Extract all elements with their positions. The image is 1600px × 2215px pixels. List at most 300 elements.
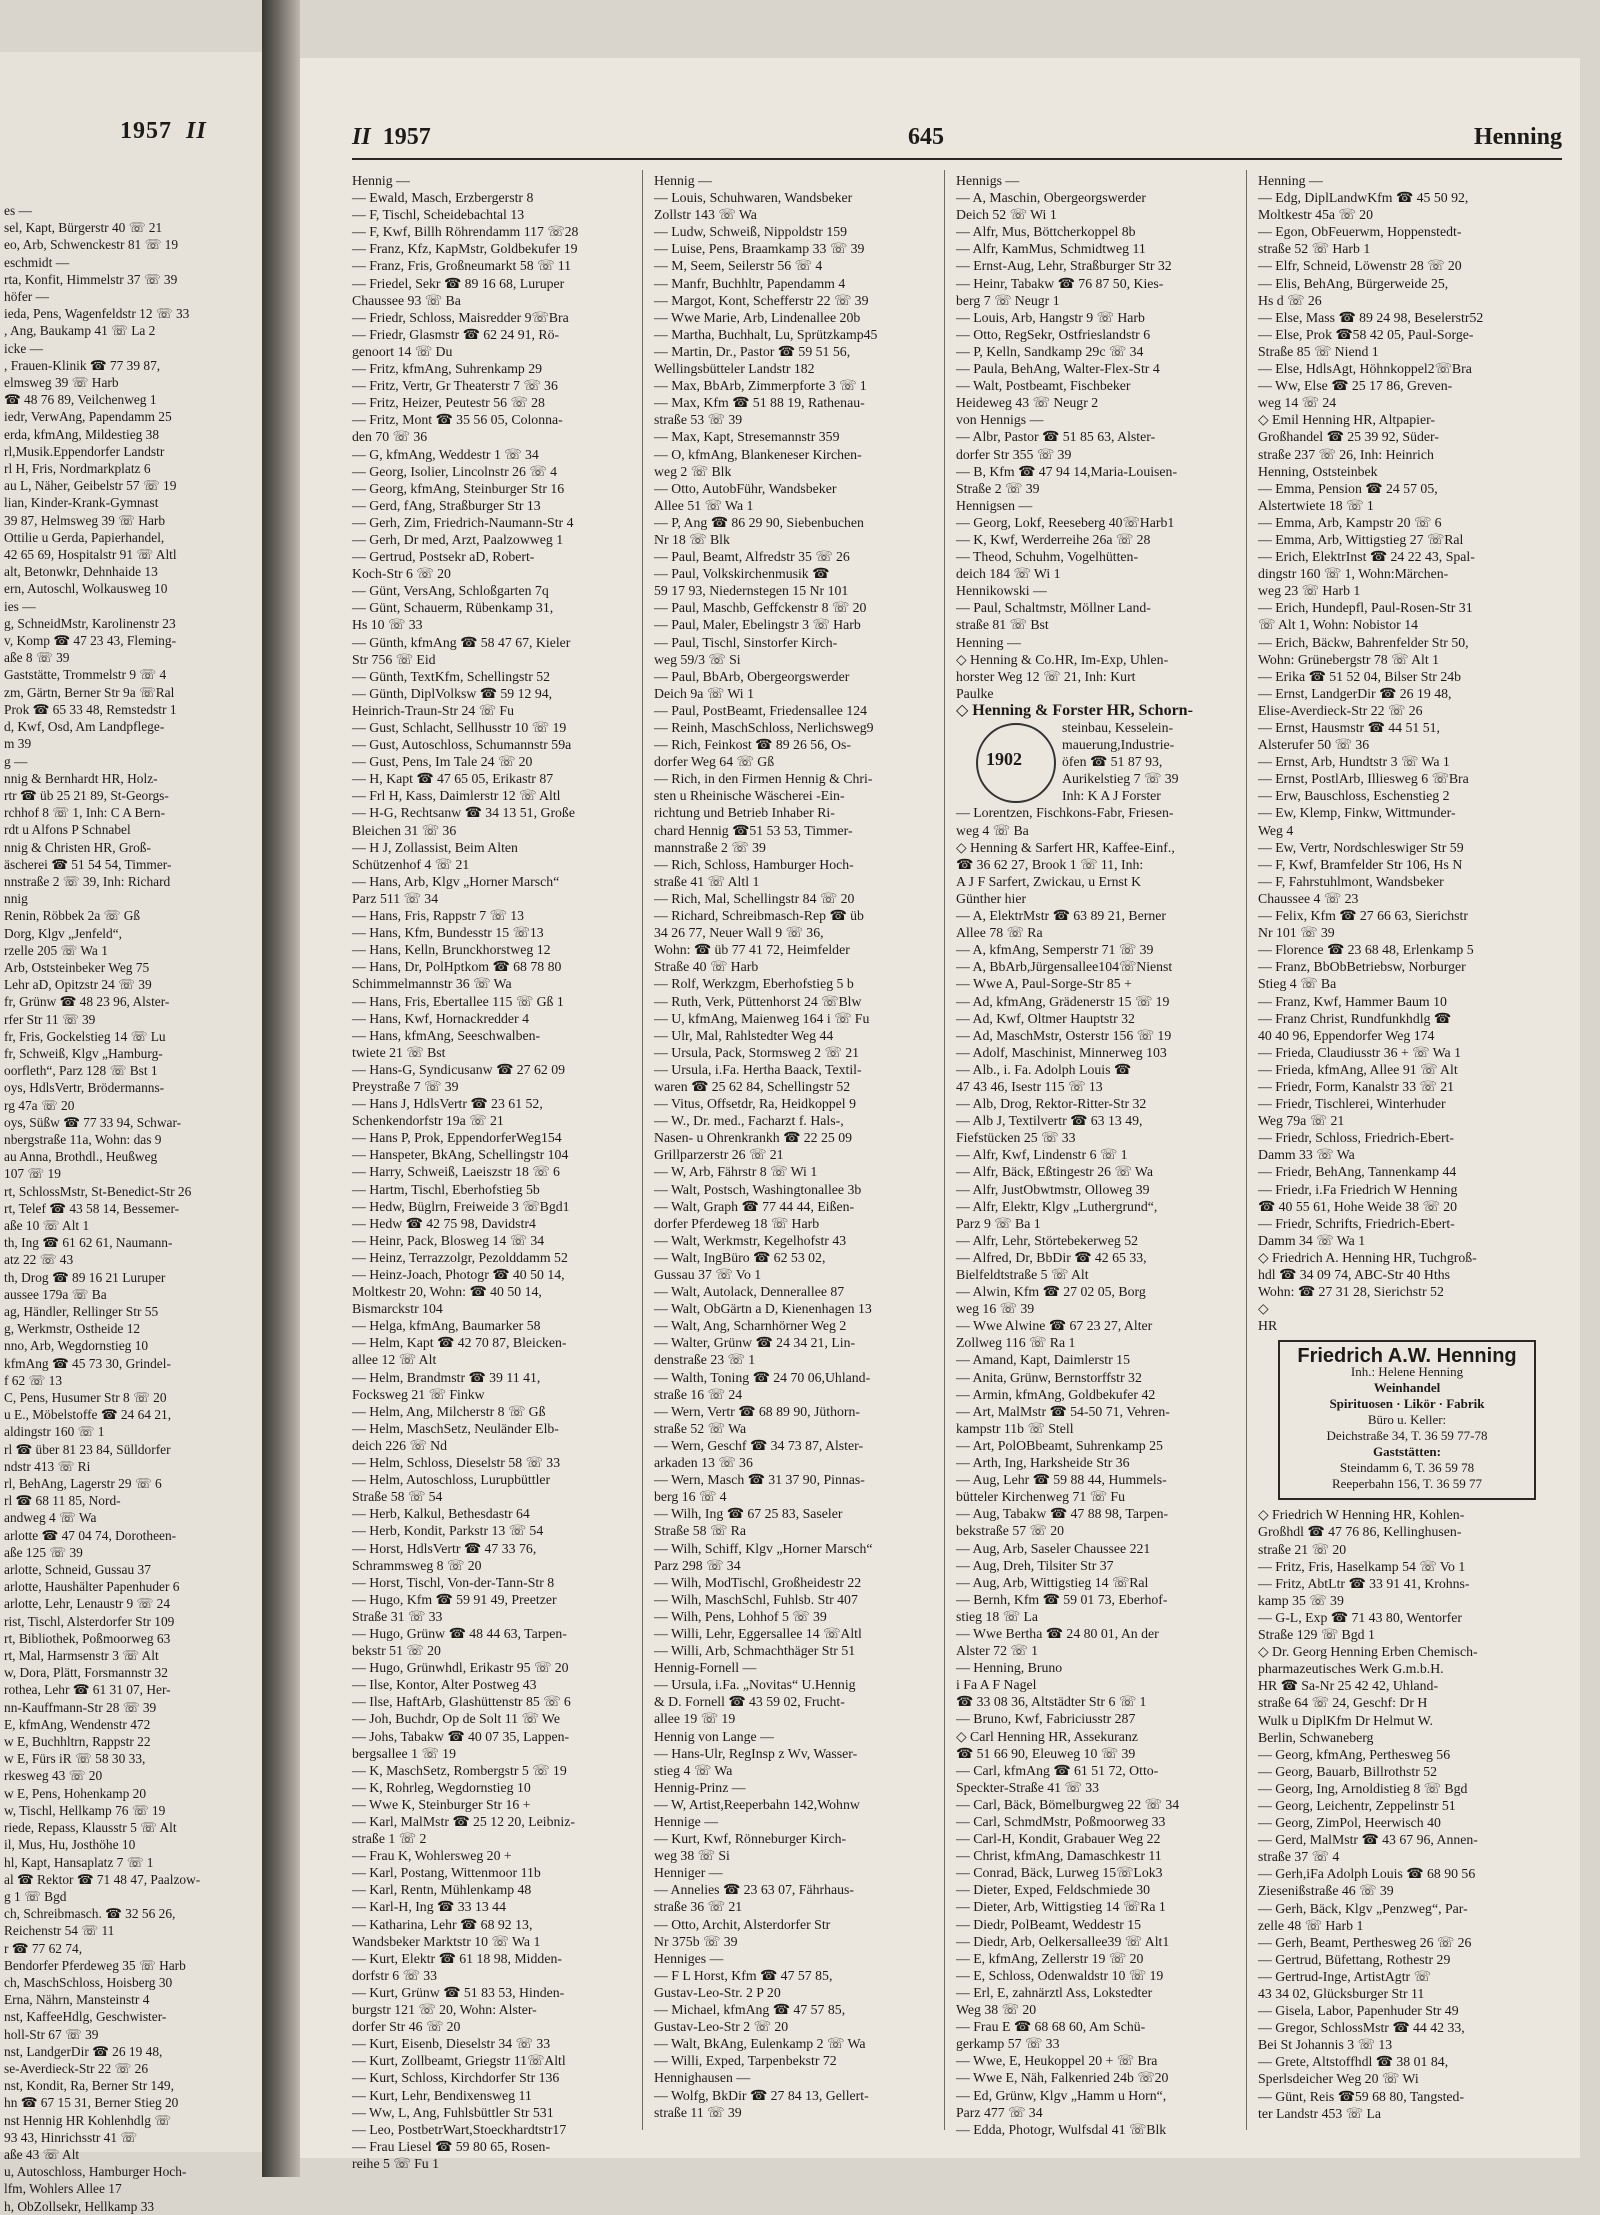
directory-entry-line: weg 59/3 ☏ Si — [654, 651, 741, 667]
directory-entry-line: rzelle 205 ☏ Wa 1 — [4, 942, 108, 958]
directory-entry-line: ☎ 33 08 36, Altstädter Str 6 ☏ 1 — [956, 1694, 1147, 1710]
directory-entry-line: — Fritz, Vertr, Gr Theaterstr 7 ☏ 36 — [352, 378, 558, 394]
directory-entry-line: ter Landstr 453 ☏ La — [1258, 2105, 1381, 2121]
directory-entry-line: — Günth, DiplVolksw ☎ 59 12 94, — [352, 685, 553, 701]
directory-entry-line: weg 23 ☏ Harb 1 — [1258, 583, 1361, 599]
directory-entry-line: — Alb., i. Fa. Adolph Louis ☎ — [956, 1061, 1132, 1077]
directory-entry-line: — Annelies ☎ 23 63 07, Fährhaus- — [654, 1882, 854, 1898]
directory-entry-line: — F L Horst, Kfm ☎ 47 57 85, — [654, 1967, 833, 1983]
directory-entry-line: r ☎ 77 62 74, — [4, 1940, 83, 1956]
directory-entry-line: — Walt, Postsch, Washingtonallee 3b — [654, 1181, 862, 1197]
directory-entry-line: Schrammsweg 8 ☏ 20 — [352, 1557, 482, 1573]
directory-entry-line: — Friedr, i.Fa Friedrich W Henning — [1258, 1181, 1458, 1197]
directory-entry-line: — Günt, Schauerm, Rübenkamp 31, — [352, 600, 554, 616]
directory-entry-line: straße 21 ☏ 20 — [1258, 1541, 1347, 1557]
directory-entry-line: Deich 52 ☏ Wi 1 — [956, 207, 1057, 223]
directory-entry-line: Zollstr 143 ☏ Wa — [654, 207, 757, 223]
directory-entry-line: Parz 511 ☏ 34 — [352, 890, 439, 906]
directory-entry-line: hl, Kapt, Hansaplatz 7 ☏ 1 — [4, 1854, 154, 1870]
directory-entry-line: dingstr 160 ☏ 1, Wohn:Märchen- — [1258, 566, 1449, 582]
directory-entry-line: — Walth, Toning ☎ 24 70 06,Uhland- — [654, 1369, 871, 1385]
directory-entry-line: waren ☎ 25 62 84, Schellingstr 52 — [654, 1078, 851, 1094]
directory-entry-line: il, Mus, Hu, Josthöhe 10 — [4, 1837, 136, 1853]
page-number: 645 — [908, 124, 944, 150]
directory-entry-line: höfer — — [4, 289, 49, 305]
directory-entry-line: — Horst, HdlsVertr ☎ 47 33 76, — [352, 1540, 537, 1556]
directory-entry-line: zelle 48 ☏ Harb 1 — [1258, 1917, 1364, 1933]
directory-entry-line: rothea, Lehr ☎ 61 31 07, Her- — [4, 1682, 171, 1698]
directory-entry-line: dorfer Str 355 ☏ 39 — [956, 446, 1072, 462]
directory-entry-line: — Leo, PostbetrWart,Stoeckhardtstr17 — [352, 2121, 567, 2137]
directory-entry-line: Weg 38 ☏ 20 — [956, 2002, 1037, 2018]
directory-entry-line: Moltkestr 45a ☏ 20 — [1258, 207, 1373, 223]
directory-entry-line: rkesweg 43 ☏ 20 — [4, 1768, 103, 1784]
directory-entry-line: Straße 129 ☏ Bgd 1 — [1258, 1627, 1375, 1643]
directory-entry-line: — Martha, Buchhalt, Lu, Sprützkamp45 — [654, 326, 878, 342]
directory-entry-line: Wohn: ☎ üb 77 41 72, Heimfelder — [654, 942, 850, 958]
directory-entry-line: oys, HdlsVertr, Brödermanns- — [4, 1080, 165, 1096]
directory-entry-line: rfer Str 11 ☏ 39 — [4, 1011, 96, 1027]
directory-entry-line: — Carl, kfmAng ☎ 61 51 72, Otto- — [956, 1762, 1159, 1778]
directory-entry-line: — Adolf, Maschinist, Minnerweg 103 — [956, 1044, 1167, 1060]
directory-entry-line: — Ernst-Aug, Lehr, Straßburger Str 32 — [956, 258, 1172, 274]
directory-entry-line: — Albr, Pastor ☎ 51 85 63, Alster- — [956, 429, 1156, 445]
directory-entry-line: — Walter, Grünw ☎ 24 34 21, Lin- — [654, 1335, 856, 1351]
directory-entry-line: weg 4 ☏ Ba — [956, 822, 1029, 838]
directory-entry-line: rt, Bibliothek, Poßmoorweg 63 — [4, 1630, 171, 1646]
directory-entry-line: — Wwe A, Paul-Sorge-Str 85 + — [956, 976, 1132, 992]
directory-entry-line: v, Komp ☎ 47 23 43, Fleming- — [4, 633, 177, 649]
directory-entry-line: — Frau Liesel ☎ 59 80 65, Rosen- — [352, 2138, 551, 2154]
directory-entry-line: — Helm, MaschSetz, Neuländer Elb- — [352, 1420, 559, 1436]
left-page-roman: II — [186, 118, 207, 144]
directory-entry-line: — Erich, Bäckw, Bahrenfelder Str 50, — [1258, 634, 1469, 650]
directory-column-1 — [352, 172, 642, 2171]
directory-entry-line: Parz 298 ☏ 34 — [654, 1557, 741, 1573]
directory-entry-line: — Frau K, Wohlersweg 20 + — [352, 1848, 512, 1864]
directory-entry-line: Wulk u DiplKfm Dr Helmut W. — [1258, 1712, 1433, 1728]
directory-entry-line: , Ang, Baukamp 41 ☏ La 2 — [4, 323, 156, 339]
directory-entry-line: — Frl H, Kass, Daimlerstr 12 ☏ Altl — [352, 788, 561, 804]
directory-entry-line: straße 52 ☏ Wa — [654, 1420, 747, 1436]
directory-entry-line: bekstr 51 ☏ 20 — [352, 1643, 441, 1659]
directory-entry-line: — Wwe K, Steinburger Str 16 + — [352, 1796, 531, 1812]
directory-entry-line: Damm 34 ☏ Wa 1 — [1258, 1232, 1366, 1248]
directory-entry-line: nst Hennig HR Kohlenhdlg ☏ — [4, 2112, 172, 2128]
directory-entry-line: — Walt, BkAng, Eulenkamp 2 ☏ Wa — [654, 2036, 866, 2052]
directory-entry-line: Gustav-Leo-Str. 2 P 20 — [654, 1984, 781, 2000]
directory-entry-line: — Helm, Kapt ☎ 42 70 87, Bleicken- — [352, 1335, 567, 1351]
directory-entry-line: chard Hennig ☎51 53 53, Timmer- — [654, 822, 853, 838]
directory-entry-line: berg 16 ☏ 4 — [654, 1489, 727, 1505]
directory-entry-line: Bei St Johannis 3 ☏ 13 — [1258, 2037, 1393, 2053]
directory-entry-line: rt, Mal, Harmsenstr 3 ☏ Alt — [4, 1648, 159, 1664]
directory-entry-line: — Erl, E, zahnärztl Ass, Lokstedter — [956, 1984, 1153, 2000]
directory-entry-line: Henning — — [956, 634, 1021, 650]
directory-entry-line: arlotte, Lehr, Lenaustr 9 ☏ 24 — [4, 1596, 171, 1612]
directory-entry-line: — Helm, Ang, Milcherstr 8 ☏ Gß — [352, 1403, 546, 1419]
directory-entry-line: stieg 4 ☏ Wa — [654, 1762, 733, 1778]
directory-entry-line: — Herb, Kalkul, Bethesdastr 64 — [352, 1506, 530, 1522]
directory-entry-line: straße 237 ☏ 26, Inh: Heinrich — [1258, 446, 1434, 462]
directory-entry-line: Preystraße 7 ☏ 39 — [352, 1078, 459, 1094]
directory-entry-line: — Wern, Geschf ☎ 34 73 87, Alster- — [654, 1437, 864, 1453]
directory-entry-line: Arb, Oststeinbeker Weg 75 — [4, 959, 150, 975]
directory-entry-line: — Paul, Maschb, Geffckenstr 8 ☏ 20 — [654, 600, 867, 616]
ad-shop-2: Reeperbahn 156, T. 36 59 77 — [1331, 1476, 1483, 1492]
directory-entry-line: straße 16 ☏ 24 — [654, 1386, 743, 1402]
directory-entry-line: — Georg, kfmAng, Steinburger Str 16 — [352, 480, 565, 496]
directory-entry-line: aße 8 ☏ 39 — [4, 650, 70, 666]
directory-entry-line: 34 26 77, Neuer Wall 9 ☏ 36, — [654, 925, 824, 941]
directory-entry-line: — Friedr, Schloss, Friedrich-Ebert- — [1258, 1130, 1455, 1146]
directory-entry-line: — Kurt, Lehr, Bendixensweg 11 — [352, 2087, 532, 2103]
directory-entry-line: & D. Fornell ☎ 43 59 02, Frucht- — [654, 1694, 845, 1710]
directory-entry-line: — Katharina, Lehr ☎ 68 92 13, — [352, 1916, 533, 1932]
directory-entry-line: Stieg 4 ☏ Ba — [1258, 976, 1337, 992]
directory-entry-line: — Louis, Arb, Hangstr 9 ☏ Harb — [956, 309, 1145, 325]
directory-entry-line: — Amand, Kapt, Daimlerstr 15 — [956, 1352, 1130, 1368]
directory-entry-line: arlotte, Haushälter Papenhuder 6 — [4, 1579, 180, 1595]
directory-entry-line: — Wilh, ModTischl, Großheidestr 22 — [654, 1574, 862, 1590]
directory-entry-line: — Rolf, Werkzgm, Eberhofstieg 5 b — [654, 976, 854, 992]
directory-entry-line: 43 34 02, Glücksburger Str 11 — [1258, 1986, 1425, 2001]
directory-entry-line: Heinrich-Traun-Str 24 ☏ Fu — [352, 702, 514, 718]
directory-entry-line: — Martin, Dr., Pastor ☎ 59 51 56, — [654, 343, 851, 359]
directory-entry-line: — H, Kapt ☎ 47 65 05, Erikastr 87 — [352, 771, 554, 787]
directory-entry-line: — Hedw ☎ 42 75 98, Davidstr4 — [352, 1215, 536, 1231]
directory-entry-line: — M, Seem, Seilerstr 56 ☏ 4 — [654, 258, 823, 274]
directory-entry-line: C, Pens, Husumer Str 8 ☏ 20 — [4, 1390, 167, 1406]
directory-entry-line: Schützenhof 4 ☏ 21 — [352, 856, 470, 872]
directory-entry-line: — A, Maschin, Obergeorgswerder — [956, 190, 1146, 206]
right-page — [300, 58, 1580, 2171]
directory-entry-line: — Wern, Vertr ☎ 68 89 90, Jüthorn- — [654, 1403, 861, 1419]
directory-entry-line: m 39 — [4, 736, 32, 752]
directory-entry-line: — Hans, Dr, PolHptkom ☎ 68 78 80 — [352, 959, 562, 975]
directory-entry-line: — Conrad, Bäck, Lurweg 15☏Lok3 — [956, 1865, 1163, 1881]
directory-entry-line: — Wwe Bertha ☎ 24 80 01, An der — [956, 1625, 1159, 1641]
column-divider — [1246, 170, 1247, 2130]
directory-entry-line: — Georg, Lokf, Reeseberg 40☏Harb1 — [956, 514, 1175, 530]
directory-entry-line: — Friedr, Tischlerei, Winterhuder — [1258, 1096, 1446, 1112]
directory-entry-line: Hennig — — [654, 173, 712, 188]
directory-entry-line: — Helga, kfmAng, Baumarker 58 — [352, 1318, 541, 1334]
directory-entry-line: — A, ElektrMstr ☎ 63 89 21, Berner — [956, 908, 1166, 924]
directory-entry-line: straße 64 ☏ 24, Geschf: Dr H — [1258, 1695, 1428, 1711]
directory-entry-line: — Carl, Bäck, Bömelburgweg 22 ☏ 34 — [956, 1796, 1180, 1812]
directory-entry-line: Dorg, Klgv „Jenfeld“, — [4, 925, 123, 941]
directory-entry-line: Focksweg 21 ☏ Finkw — [352, 1386, 485, 1402]
directory-entry-line: reihe 5 ☏ Fu 1 — [352, 2155, 439, 2171]
ad-title: Friedrich A.W. Henning — [1297, 1345, 1517, 1368]
directory-entry-line: öfen ☎ 51 87 93, — [1062, 754, 1163, 770]
directory-entry-line: — Willi, Exped, Tarpenbekstr 72 — [654, 2053, 837, 2069]
directory-entry-line: — Christ, kfmAng, Damaschkestr 11 — [956, 1848, 1162, 1864]
directory-entry-line: — Alfr, Mus, Böttcherkoppel 8b — [956, 224, 1136, 240]
directory-entry-line: Gustav-Leo-Str 2 ☏ 20 — [654, 2019, 789, 2035]
directory-entry-line: fr, Grünw ☎ 48 23 96, Alster- — [4, 994, 170, 1010]
directory-entry-line: ☎ 51 66 90, Eleuweg 10 ☏ 39 — [956, 1745, 1136, 1761]
directory-entry-line: — Walt, Ang, Scharnhörner Weg 2 — [654, 1318, 847, 1334]
directory-entry-line: — Alwin, Kfm ☎ 27 02 05, Borg — [956, 1284, 1146, 1300]
directory-entry-line: fr, Schweiß, Klgv „Hamburg- — [4, 1045, 163, 1061]
directory-entry-line: — Paul, BbArb, Obergeorgswerder — [654, 668, 850, 684]
ad-business-2: Spirituosen · Likör · Fabrik — [1329, 1396, 1485, 1412]
directory-entry-line: — Paul, Volkskirchenmusik ☎ — [654, 566, 830, 582]
directory-entry-line: — Helm, Brandmstr ☎ 39 11 41, — [352, 1369, 541, 1385]
directory-entry-line: Weg 79a ☏ 21 — [1258, 1113, 1345, 1129]
directory-entry-line: — Karl, Rentn, Mühlenkamp 48 — [352, 1882, 532, 1898]
directory-entry-line: — Otto, Archit, Alsterdorfer Str — [654, 1916, 831, 1932]
directory-entry-line: — Hugo, Kfm ☎ 59 91 49, Preetzer — [352, 1591, 557, 1607]
directory-entry-line: gerkamp 57 ☏ 33 — [956, 2036, 1060, 2052]
directory-entry-line: deich 184 ☏ Wi 1 — [956, 566, 1061, 582]
directory-entry-line: mannstraße 2 ☏ 39 — [654, 839, 766, 855]
directory-entry-line: — Aug, Arb, Wittigstieg 14 ☏Ral — [956, 1574, 1149, 1590]
directory-entry-line: Chaussee 4 ☏ 23 — [1258, 890, 1359, 906]
directory-entry-line: — Erika ☎ 51 52 04, Bilser Str 24b — [1258, 668, 1462, 684]
directory-entry-line: nnig & Christen HR, Groß- — [4, 839, 151, 855]
directory-entry-line: — Ilse, Kontor, Alter Postweg 43 — [352, 1677, 537, 1693]
directory-entry-line: Sperlsdeicher Weg 20 ☏ Wi — [1258, 2071, 1419, 2087]
directory-entry-line: 39 87, Helmsweg 39 ☏ Harb — [4, 512, 166, 528]
ad-office-label: Büro u. Keller: — [1367, 1412, 1447, 1428]
directory-entry-line: Hennig — — [352, 173, 410, 188]
directory-entry-line: — Dieter, Arb, Wittigstieg 14 ☏Ra 1 — [956, 1899, 1166, 1915]
directory-entry-line: — P, Kelln, Sandkamp 29c ☏ 34 — [956, 343, 1144, 359]
directory-entry-line: — Paul, Schaltmstr, Möllner Land- — [956, 600, 1151, 616]
directory-entry-line: — Alb J, Textilvertr ☎ 63 13 49, — [956, 1113, 1143, 1129]
directory-entry-line: — Hans, kfmAng, Seeschwalben- — [352, 1027, 541, 1043]
directory-entry-line: — Wwe Marie, Arb, Lindenallee 20b — [654, 309, 861, 325]
directory-entry-line: — Gust, Autoschloss, Schumannstr 59a — [352, 737, 572, 753]
directory-entry-line: alt, Betonwkr, Dehnhaide 13 — [4, 564, 158, 580]
directory-entry-line: rl H, Fris, Nordmarkplatz 6 — [4, 461, 151, 477]
directory-entry-line: pharmazeutisches Werk G.m.b.H. — [1258, 1661, 1444, 1677]
directory-entry-line: Ziesenißstraße 46 ☏ 39 — [1258, 1883, 1394, 1899]
directory-entry-line: ◇ Emil Henning HR, Altpapier- — [1258, 412, 1436, 428]
header-keyword: Henning — [1473, 124, 1562, 150]
directory-entry-line: g 1 ☏ Bgd — [4, 1888, 67, 1904]
directory-entry-line: Gaststätte, Trommelstr 9 ☏ 4 — [4, 667, 167, 683]
directory-entry-line: — Karl-H, Ing ☎ 33 13 44 — [352, 1899, 506, 1915]
directory-entry-line: g, Werkmstr, Ostheide 12 — [4, 1321, 141, 1337]
directory-entry-line: von Hennigs — — [956, 412, 1044, 428]
directory-entry-line: — Franz, Kfz, KapMstr, Goldbekufer 19 — [352, 241, 578, 257]
directory-entry-line: w E, Pens, Hohenkamp 20 — [4, 1785, 147, 1801]
directory-entry-line: holl-Str 67 ☏ 39 — [4, 2026, 99, 2042]
directory-entry-line: — Kurt, Zollbeamt, Griegstr 11☏Altl — [352, 2053, 566, 2069]
directory-entry-line: — Reinh, MaschSchloss, Nerlichsweg9 — [654, 720, 874, 735]
directory-entry-line: i Fa A F Nagel — [956, 1677, 1037, 1693]
directory-entry-line: Hennigsen — — [956, 497, 1033, 513]
directory-entry-line: — P, Ang ☎ 86 29 90, Siebenbuchen — [654, 514, 864, 530]
directory-entry-line: — Gisela, Labor, Papenhuder Str 49 — [1258, 2003, 1459, 2019]
directory-entry-line: oorfleth“, Parz 128 ☏ Bst 1 — [4, 1063, 158, 1079]
directory-entry-line: lfm, Wohlers Allee 17 — [4, 2181, 122, 2197]
directory-entry-line: Allee 78 ☏ Ra — [956, 925, 1043, 941]
directory-entry-line: andweg 4 ☏ Wa — [4, 1510, 97, 1526]
directory-entry-line: ◇ Friedrich W Henning HR, Kohlen- — [1258, 1507, 1465, 1523]
directory-entry-line: — Willi, Arb, Schmachthäger Str 51 — [654, 1643, 856, 1659]
directory-entry-line: ies — — [4, 598, 36, 614]
directory-entry-line: Bendorfer Pferdeweg 35 ☏ Harb — [4, 1957, 186, 1973]
directory-entry-line: Moltkestr 20, Wohn: ☎ 40 50 14, — [352, 1284, 542, 1300]
directory-entry-line: ndstr 413 ☏ Ri — [4, 1458, 91, 1474]
directory-entry-line: — Frieda, kfmAng, Allee 91 ☏ Alt — [1258, 1061, 1458, 1077]
directory-entry-line: — Elis, BehAng, Bürgerweide 25, — [1258, 275, 1449, 291]
directory-entry-line: — Else, HdlsAgt, Höhnkoppel2☏Bra — [1258, 361, 1472, 377]
directory-entry-line: — Günt, Reis ☎59 68 80, Tangsted- — [1258, 2088, 1465, 2104]
directory-entry-line: — Ew, Klemp, Finkw, Wittmunder- — [1258, 805, 1456, 821]
col4-bottom-entries — [1258, 1506, 1548, 2121]
directory-entry-line: — Herb, Kondit, Parkstr 13 ☏ 54 — [352, 1523, 544, 1539]
directory-entry-line: — Carl, SchmdMstr, Poßmoorweg 33 — [956, 1814, 1166, 1829]
directory-entry-line: — Wilh, Schiff, Klgv „Horner Marsch“ — [654, 1540, 873, 1556]
directory-entry-line: rt, Telef ☎ 43 58 14, Bessemer- — [4, 1200, 180, 1216]
directory-entry-line: Chaussee 93 ☏ Ba — [352, 292, 461, 308]
directory-entry-line: straße 37 ☏ 4 — [1258, 1849, 1340, 1865]
directory-entry-line: — Georg, Ing, Arnoldistieg 8 ☏ Bgd — [1258, 1780, 1468, 1796]
ad-business-1: Weinhandel — [1373, 1380, 1441, 1396]
directory-entry-line: berg 7 ☏ Neugr 1 — [956, 292, 1060, 308]
directory-entry-line: nn-Kauffmann-Str 28 ☏ 39 — [4, 1699, 157, 1715]
directory-entry-line: Günther hier — [956, 890, 1027, 906]
directory-entry-line: — Georg, Leichentr, Zeppelinstr 51 — [1258, 1797, 1456, 1813]
directory-entry-line: — Margot, Kont, Schefferstr 22 ☏ 39 — [654, 292, 869, 308]
directory-entry-line: — Heinz-Joach, Photogr ☎ 40 50 14, — [352, 1267, 565, 1282]
directory-entry-line: Schenkendorfstr 19a ☏ 21 — [352, 1113, 504, 1129]
directory-entry-line: lian, Kinder-Krank-Gymnast — [4, 495, 159, 511]
directory-entry-line: — Ernst, Hausmstr ☎ 44 51 51, — [1258, 720, 1440, 735]
directory-entry-line: Grillparzerstr 26 ☏ 21 — [654, 1147, 784, 1163]
directory-entry-line: straße 53 ☏ 39 — [654, 412, 743, 428]
directory-entry-line: nno, Arb, Wegdornstieg 10 — [4, 1338, 149, 1354]
directory-entry-line: allee 12 ☏ Alt — [352, 1352, 437, 1368]
page-header — [352, 118, 1562, 160]
directory-entry-line: Zollweg 116 ☏ Ra 1 — [956, 1335, 1076, 1351]
directory-entry-line: — Paul, Beamt, Alfredstr 35 ☏ 26 — [654, 549, 850, 565]
directory-entry-line: — Ernst, PostlArb, Illiesweg 6 ☏Bra — [1258, 771, 1469, 787]
directory-entry-line: rchhof 8 ☏ 1, Inh: C A Bern- — [4, 805, 166, 821]
directory-entry-line: ch, Schreibmasch. ☎ 32 56 26, — [4, 1906, 176, 1922]
forster-entry-title: ◇ Henning & Forster HR, Schorn- — [956, 701, 1193, 719]
directory-entry-line: — Helm, Autoschloss, Lurupbüttler — [352, 1472, 551, 1488]
directory-entry-line: — Rich, Feinkost ☎ 89 26 56, Os- — [654, 737, 851, 753]
directory-entry-line: steinbau, Kesselein- — [1062, 720, 1174, 735]
book-gutter — [262, 0, 300, 2177]
directory-entry-line: erda, kfmAng, Mildestieg 38 — [4, 426, 160, 442]
directory-entry-line: — Fritz, AbtLtr ☎ 33 91 41, Krohns- — [1258, 1575, 1470, 1591]
directory-entry-line: — Egon, ObFeuerwm, Hoppenstedt- — [1258, 224, 1462, 240]
col4-top-entries — [1258, 172, 1548, 1334]
directory-entry-line: — U, kfmAng, Maienweg 164 i ☏ Fu — [654, 1010, 870, 1026]
directory-entry-line: rt, SchlossMstr, St-Benedict-Str 26 — [4, 1183, 192, 1199]
directory-entry-line: — Alfr, Bäck, Eßtingestr 26 ☏ Wa — [956, 1164, 1153, 1180]
directory-entry-line: bergsallee 1 ☏ 19 — [352, 1745, 456, 1761]
directory-entry-line: — Hanspeter, BkAng, Schellingstr 104 — [352, 1147, 569, 1163]
directory-entry-line: — Hans-G, Syndicusanw ☎ 27 62 09 — [352, 1061, 566, 1077]
directory-entry-line: fr, Fris, Gockelstieg 14 ☏ Lu — [4, 1028, 166, 1044]
directory-entry-line: — Georg, kfmAng, Perthesweg 56 — [1258, 1746, 1451, 1762]
directory-entry-line: — Wilh, MaschSchl, Fuhlsb. Str 407 — [654, 1591, 858, 1607]
header-year: 1957 — [382, 124, 431, 150]
directory-entry-line: — Paula, BehAng, Walter-Flex-Str 4 — [956, 361, 1160, 377]
directory-entry-line: kfmAng ☎ 45 73 30, Grindel- — [4, 1355, 171, 1371]
directory-entry-line: — Rich, Schloss, Hamburger Hoch- — [654, 856, 854, 872]
directory-entry-line: rl ☎ über 81 23 84, Sülldorfer — [4, 1441, 171, 1457]
directory-entry-line: — Hedw, Büglrn, Freiweide 3 ☏Bgd1 — [352, 1198, 570, 1214]
directory-entry-line: — Alfr, JustObwtmstr, Olloweg 39 — [956, 1181, 1150, 1197]
directory-entry-line: — Emma, Arb, Wittigstieg 27 ☏Ral — [1258, 531, 1464, 547]
directory-entry-line: — Art, MalMstr ☎ 54-50 71, Vehren- — [956, 1403, 1170, 1419]
directory-entry-line: Wellingsbütteler Landstr 182 — [654, 361, 815, 377]
directory-entry-line: — Paul, Tischl, Sinstorfer Kirch- — [654, 634, 838, 650]
directory-entry-line: ☎ 36 62 27, Brook 1 ☏ 11, Inh: — [956, 856, 1144, 872]
directory-entry-line: Aurikelstieg 7 ☏ 39 — [1062, 771, 1179, 787]
directory-column-2 — [654, 172, 944, 2132]
directory-entry-line: nnstraße 2 ☏ 39, Inh: Richard — [4, 873, 171, 889]
directory-entry-line: — Else, Mass ☎ 89 24 98, Beselerstr52 — [1258, 309, 1484, 325]
directory-entry-line: genoort 14 ☏ Du — [352, 343, 453, 359]
directory-entry-line: — Gerh,iFa Adolph Louis ☎ 68 90 56 — [1258, 1866, 1476, 1882]
directory-entry-line: — K, Rohrleg, Wegdornstieg 10 — [352, 1779, 531, 1795]
directory-entry-line: — Ursula, i.Fa. „Novitas“ U.Hennig — [654, 1677, 856, 1693]
directory-entry-line: Straße 58 ☏ Ra — [654, 1523, 746, 1539]
directory-entry-line: Hs d ☏ 26 — [1258, 292, 1322, 308]
directory-entry-line: oys, Süßw ☎ 77 33 94, Schwar- — [4, 1114, 182, 1130]
directory-entry-line: äscherei ☎ 51 54 54, Timmer- — [4, 856, 172, 872]
directory-entry-line: th, Drog ☎ 89 16 21 Luruper — [4, 1269, 166, 1285]
ad-owner: Inh.: Helene Henning — [1350, 1364, 1464, 1380]
directory-entry-line: — Rich, in den Firmen Hennig & Chri- — [654, 771, 873, 787]
directory-entry-line: rl ☎ 68 11 85, Nord- — [4, 1493, 121, 1509]
directory-entry-line: hdl ☎ 34 09 74, ABC-Str 40 Hths — [1258, 1267, 1450, 1282]
left-page-year: 1957 — [120, 118, 172, 144]
directory-entry-line: ◇ Carl Henning HR, Assekuranz — [956, 1728, 1138, 1744]
directory-entry-line: — Ludw, Schweiß, Nippoldstr 159 — [654, 224, 848, 240]
directory-entry-line: — Alfr, Lehr, Störtebekerweg 52 — [956, 1232, 1139, 1248]
directory-entry-line: — Gerh, Bäck, Klgv „Penzweg“, Par- — [1258, 1900, 1468, 1916]
directory-entry-line: — Florence ☎ 23 68 48, Erlenkamp 5 — [1258, 942, 1474, 958]
directory-entry-line: — Walt, Autolack, Dennerallee 87 — [654, 1284, 845, 1300]
directory-entry-line: Wohn: Grünebergstr 78 ☏ Alt 1 — [1258, 651, 1440, 667]
directory-entry-line: — Max, BbArb, Zimmerpforte 3 ☏ 1 — [654, 378, 867, 394]
directory-entry-line: — Hartm, Tischl, Eberhofstieg 5b — [352, 1181, 540, 1197]
directory-entry-line: — Emma, Arb, Kampstr 20 ☏ 6 — [1258, 514, 1442, 530]
directory-entry-line: ◇ Friedrich A. Henning HR, Tuchgroß- — [1258, 1249, 1477, 1265]
directory-entry-line: HR ☎ Sa-Nr 25 42 42, Uhland- — [1258, 1678, 1439, 1694]
directory-entry-line: Paulke — [956, 685, 994, 701]
directory-entry-line: — Wern, Masch ☎ 31 37 90, Pinnas- — [654, 1472, 865, 1488]
directory-entry-line: rtr ☎ üb 25 21 89, St-Georgs- — [4, 787, 169, 803]
directory-entry-line: Renin, Röbbek 2a ☏ Gß — [4, 908, 141, 924]
directory-entry-line: rdt u Alfons P Schnabel — [4, 822, 131, 838]
directory-entry-line: Wohn: ☎ 27 31 28, Sierichstr 52 — [1258, 1284, 1444, 1300]
directory-entry-line: stieg 18 ☏ La — [956, 1608, 1039, 1624]
directory-entry-line: — Walt, Postbeamt, Fischbeker — [956, 378, 1131, 394]
directory-entry-line: Erna, Nährn, Mansteinstr 4 — [4, 1992, 150, 2008]
directory-entry-line: Straße 40 ☏ Harb — [654, 959, 759, 975]
directory-entry-line: Str 756 ☏ Eid — [352, 651, 436, 667]
directory-entry-line: weg 16 ☏ 39 — [956, 1301, 1035, 1317]
directory-entry-line: eschmidt — — [4, 254, 70, 270]
directory-entry-line: E, kfmAng, Wendenstr 472 — [4, 1716, 151, 1732]
directory-entry-line: — F, Tischl, Scheidebachtal 13 — [352, 207, 525, 223]
directory-entry-line: straße 41 ☏ Altl 1 — [654, 873, 760, 889]
directory-entry-line: arkaden 13 ☏ 36 — [654, 1455, 753, 1471]
